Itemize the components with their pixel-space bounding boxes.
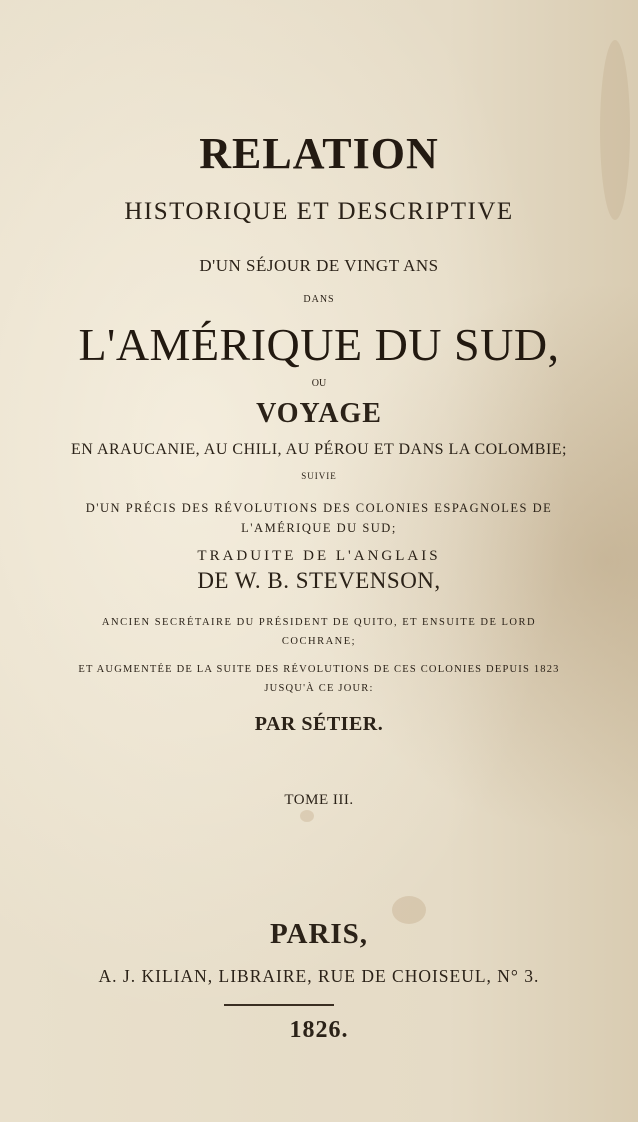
book-title: RELATION xyxy=(199,129,439,178)
sejour-line: D'UN SÉJOUR DE VINGT ANS xyxy=(199,256,439,275)
translation-line: TRADUITE DE L'ANGLAIS xyxy=(197,548,441,564)
editor-line: PAR SÉTIER. xyxy=(254,713,384,735)
suivie-line: SUIVIE xyxy=(301,471,337,481)
divider-rule xyxy=(224,1004,334,1006)
augmentee-line: ET AUGMENTÉE DE LA SUITE DES RÉVOLUTIONS DE CES COLONIES DEPUIS 1823 xyxy=(78,664,560,675)
augmentee-paragraph xyxy=(0,660,638,698)
dans-line: DANS xyxy=(303,294,335,305)
publisher-line: A. J. KILIAN, LIBRAIRE, RUE DE CHOISEUL, N° 3. xyxy=(98,966,540,986)
ou-line: OU xyxy=(311,378,327,389)
author-line: DE W. B. STEVENSON, xyxy=(197,568,441,593)
volume-line: TOME III. xyxy=(284,792,354,808)
precis-line: L'AMÉRIQUE DU SUD; xyxy=(241,521,397,535)
precis-paragraph xyxy=(0,498,638,538)
voyage-heading: VOYAGE xyxy=(256,398,382,429)
author-role-paragraph xyxy=(0,613,638,651)
itinerary-line: EN ARAUCANIE, AU CHILI, AU PÉROU ET DANS LA COLOMBIE; xyxy=(71,441,567,458)
author-role-line: ANCIEN SECRÉTAIRE DU PRÉSIDENT DE QUITO, ET ENSUITE DE LORD xyxy=(101,617,537,628)
paper-stain xyxy=(300,810,314,822)
year-line: 1826. xyxy=(289,1017,349,1043)
city-line: PARIS, xyxy=(269,918,369,950)
augmentee-line: JUSQU'À CE JOUR: xyxy=(264,683,374,694)
precis-line: D'UN PRÉCIS DES RÉVOLUTIONS DES COLONIES ESPAGNOLES DE xyxy=(85,501,553,515)
book-subtitle: HISTORIQUE ET DESCRIPTIVE xyxy=(124,198,514,225)
author-role-line: COCHRANE; xyxy=(281,636,357,647)
place-heading: L'AMÉRIQUE DU SUD, xyxy=(78,319,560,370)
